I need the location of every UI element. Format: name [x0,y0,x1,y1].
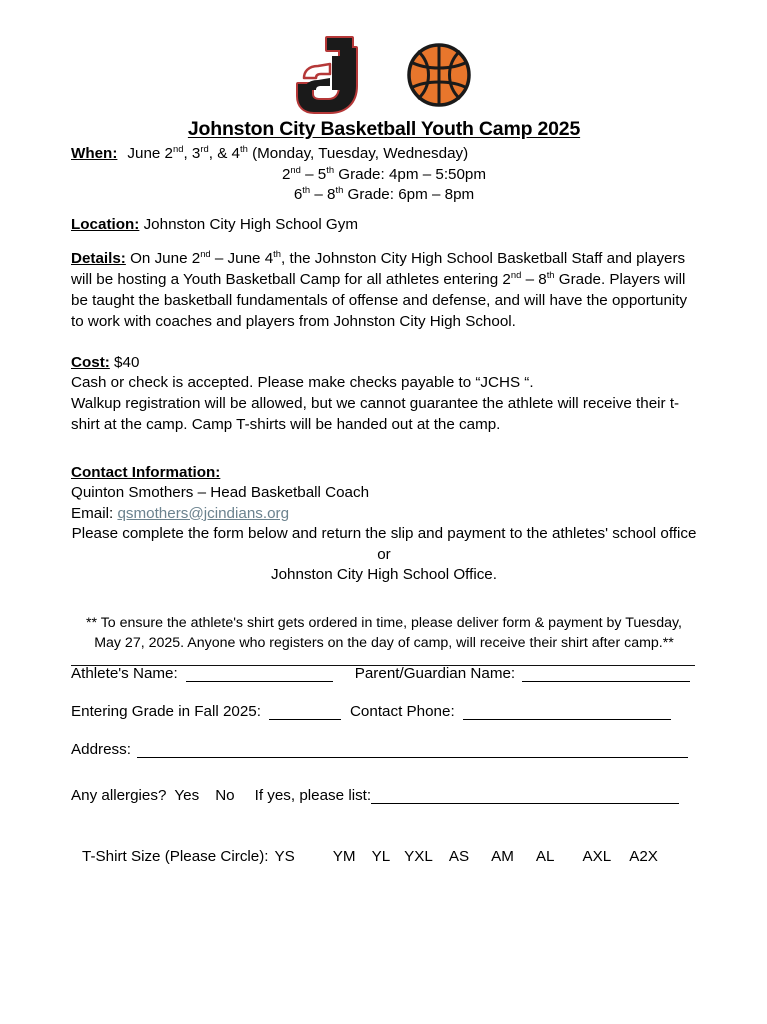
contact-coach: Quinton Smothers – Head Basketball Coach [71,484,370,501]
when-sup-3: th [240,143,248,155]
location-value: Johnston City High School Gym [143,215,358,233]
session-2-grade-a: 6 [293,186,303,204]
session-2-dash: – [310,186,328,204]
parent-name-label: Parent/Guardian Name: [354,665,516,682]
address-input[interactable] [137,757,688,758]
form-row-tshirt [71,848,697,865]
location-line [71,215,697,236]
contact-email-line [71,504,697,525]
email-label: Email: [71,504,114,522]
when-dates-mid1: , 3 [183,145,201,163]
details-t2: – June 4 [210,250,274,268]
cost-walkup-line: Walkup registration will be allowed, but we cannot guarantee the athlete will receive their t-shirt at the camp. Camp T-shirts will be handed out at the camp. [71,394,680,433]
allergies-list-input[interactable] [371,803,679,804]
session-1-grade-a: 2 [281,165,291,183]
address-label: Address: [71,741,131,758]
logo-row [0,34,767,116]
page-title-text: Johnston City Basketball Youth Camp 2025 [187,118,581,140]
session-2-sup-a: th [302,184,311,196]
form-row-allergies [71,784,697,808]
tshirt-size-option-ym[interactable]: YM [332,848,356,865]
when-sup-2: rd [200,143,209,155]
deadline-note-line-1: ** To ensure the athlete's shirt gets ordered in time, please deliver form & payment by Tuesday, [85,614,682,631]
details-s4: th [546,269,555,281]
details-label: Details: [71,250,126,268]
allergies-no-option[interactable]: No [215,787,235,804]
phone-label: Contact Phone: [349,703,455,720]
session-1-line [71,165,697,186]
athlete-name-label: Athlete's Name: [71,665,178,682]
when-sup-1: nd [173,143,184,155]
cost-payment-line: Cash or check is accepted. Please make checks payable to “JCHS “. [71,374,534,392]
contact-heading [71,463,697,484]
tshirt-size-option-am[interactable]: AM [491,848,514,865]
details-t4: – 8 [521,271,547,289]
contact-label: Contact Information: [71,463,221,481]
session-2-text: Grade: 6pm – 8pm [343,186,475,204]
when-line [71,144,697,165]
details-s3: nd [510,269,522,281]
tshirt-size-option-yxl[interactable]: YXL [404,848,433,865]
phone-input[interactable] [463,719,671,720]
johnston-city-jc-monogram-logo-icon [296,36,358,114]
when-label: When: [71,145,118,163]
session-1-sup-b: th [326,163,335,175]
details-t5: Grade. Players will be taught the basketball fundamentals of offense and defense, and will have the opportunity to work with coaches and players from Johnston City High School. [71,271,688,330]
cost-line [71,353,697,374]
details-t1: On June 2 [130,250,201,268]
registration-form [71,662,697,865]
allergies-yes-option[interactable]: Yes [174,787,200,804]
form-row-address [71,738,697,762]
grade-input[interactable] [269,719,341,720]
form-row-grade-phone [71,700,697,724]
instruction-line-1: Please complete the form below and return the slip and payment to the athletes' school office or [71,525,701,563]
deadline-note [77,613,691,653]
allergies-list-label: If yes, please list: [254,787,372,804]
session-2-grade-b: 8 [327,186,336,204]
session-1-text: Grade: 4pm – 5:50pm [334,165,487,183]
session-1-grade-b: 5 [317,165,327,183]
parent-name-input[interactable] [522,681,690,682]
tshirt-size-option-as[interactable]: AS [448,848,470,865]
details-paragraph [71,249,697,332]
tshirt-size-option-axl[interactable]: AXL [582,848,612,865]
deadline-note-line-2: May 27, 2025. Anyone who registers on the day of camp, will receive their shirt after camp.** [94,634,674,651]
basketball-icon [406,42,472,108]
allergies-label: Any allergies? [71,787,167,804]
form-row-names [71,662,697,686]
tshirt-size-option-al[interactable]: AL [535,848,555,865]
when-dates-pre: June 2 [127,145,174,163]
session-2-line [71,185,697,206]
tshirt-size-option-ys[interactable]: YS [274,848,295,865]
details-s1: nd [200,248,211,260]
grade-label: Entering Grade in Fall 2025: [71,703,261,720]
page-title [71,118,697,140]
instruction-line-2: Johnston City High School Office. [271,566,497,583]
session-1-dash: – [300,165,318,183]
cost-amount: $40 [114,353,140,371]
cost-label: Cost: [71,353,110,371]
athlete-name-input[interactable] [186,681,333,682]
tshirt-label: T-Shirt Size (Please Circle): [82,848,269,865]
when-dates-mid2: , & 4 [208,145,240,163]
when-dates-post: (Monday, Tuesday, Wednesday) [247,145,469,163]
location-label: Location: [71,215,140,233]
session-2-sup-b: th [335,184,344,196]
details-s2: th [273,248,282,260]
document-body [71,118,701,666]
details-t3: , the Johnston City High School Basketball Staff and players will be hosting a Youth Basketball Camp for all athletes entering 2 [71,250,686,289]
coach-email-link[interactable]: qsmothers@jcindians.org [117,504,290,522]
tshirt-size-option-yl[interactable]: YL [371,848,391,865]
session-1-sup-a: nd [290,163,301,175]
tshirt-size-option-a2x[interactable]: A2X [629,848,658,865]
